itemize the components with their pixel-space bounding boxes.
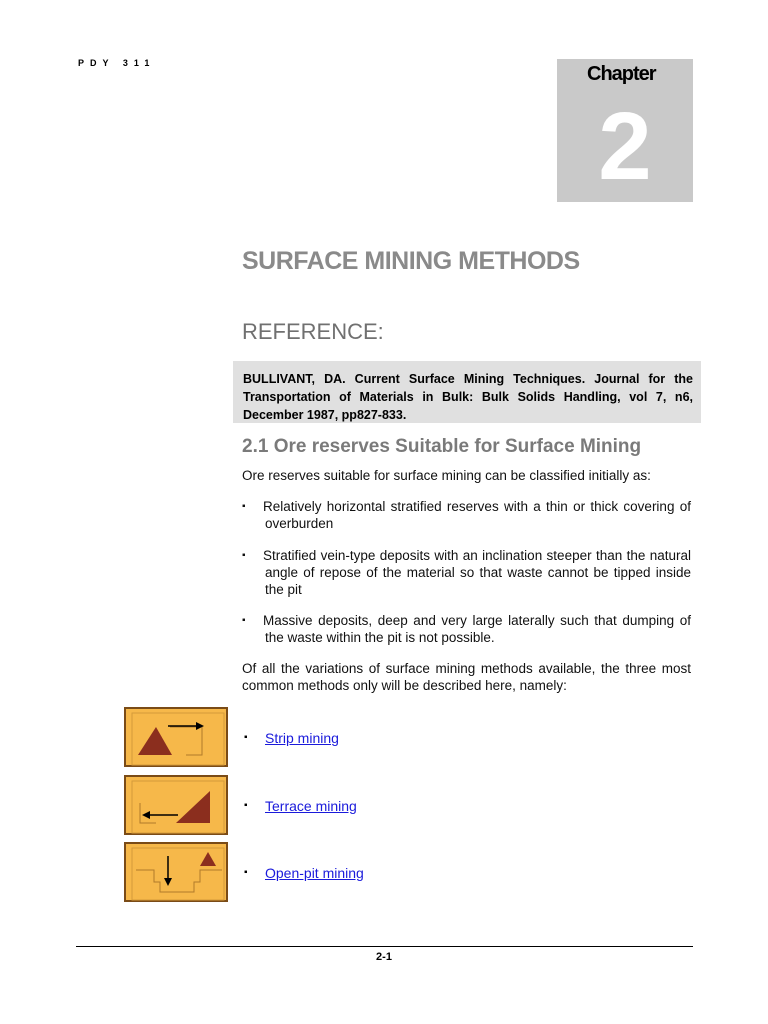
- strip-mining-icon[interactable]: [124, 707, 228, 767]
- bullet-marker: ▪: [244, 732, 248, 743]
- chapter-number: 2: [598, 93, 652, 200]
- page-title: SURFACE MINING METHODS: [242, 247, 580, 275]
- chapter-box: [557, 59, 693, 202]
- section-heading: 2.1 Ore reserves Suitable for Surface Mining: [242, 436, 642, 457]
- strip-mining-link[interactable]: Strip mining: [265, 730, 339, 746]
- terrace-mining-icon[interactable]: [124, 775, 228, 835]
- list-item-text: Massive deposits, deep and very large laterally such that dumping of the waste within the pit is not possible.: [263, 613, 691, 645]
- list-item: [242, 498, 691, 532]
- bullet-marker: ▪: [244, 867, 248, 878]
- list-item: [242, 547, 691, 598]
- terrace-mining-link[interactable]: Terrace mining: [265, 798, 357, 814]
- bullet-marker: ▪: [244, 800, 248, 811]
- section-summary: Of all the variations of surface mining methods available, the three most common methods only will be described here, namely:: [242, 661, 691, 693]
- open-pit-mining-icon[interactable]: [124, 842, 228, 902]
- bullet-marker: ▪: [242, 615, 246, 626]
- chapter-label: Chapter: [587, 63, 656, 85]
- bullet-marker: ▪: [242, 501, 246, 512]
- method-row-open-pit: [124, 842, 544, 904]
- open-pit-mining-link[interactable]: Open-pit mining: [265, 865, 364, 881]
- bullet-marker: ▪: [242, 550, 246, 561]
- section-intro: Ore reserves suitable for surface mining can be classified initially as:: [242, 468, 651, 483]
- reference-citation: BULLIVANT, DA. Current Surface Mining Techniques. Journal for the Transportation of Materials in Bulk: Bulk Solids Handling, vol 7, n6, December 1987, pp827-833.: [243, 372, 693, 422]
- list-item: [242, 612, 691, 646]
- method-row-terrace: [124, 775, 544, 837]
- method-row-strip: [124, 707, 544, 769]
- list-item-text: Relatively horizontal stratified reserves with a thin or thick covering of overburden: [263, 499, 691, 531]
- list-item-text: Stratified vein-type deposits with an inclination steeper than the natural angle of repose of the material so that waste cannot be tipped inside the pit: [263, 548, 691, 597]
- reference-heading: REFERENCE:: [242, 319, 384, 344]
- reference-box: [233, 361, 701, 423]
- course-code: PDY 311: [78, 58, 156, 68]
- page-number: 2-1: [376, 951, 392, 963]
- footer-divider: [76, 946, 693, 947]
